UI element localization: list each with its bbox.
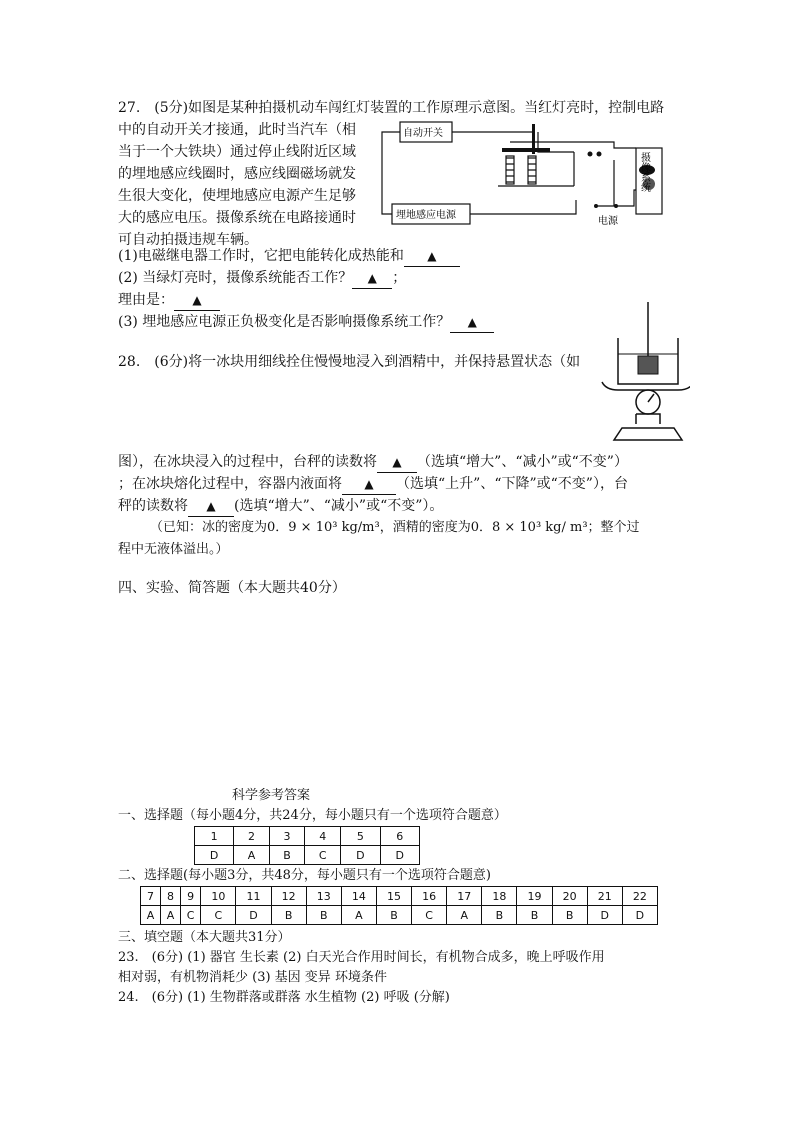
answer-blank[interactable]: ▲	[450, 312, 494, 333]
answer-table-cell: 19	[517, 887, 552, 906]
camera-system-label: 摄像系统	[638, 152, 650, 192]
answer-table-cell: A	[141, 906, 161, 925]
answer-23-line-1: 23. (6分) (1) 器官 生长素 (2) 白天光合作用时间长，有机物合成多，晚上呼吸作用	[118, 950, 605, 965]
answer-table-cell: 7	[141, 887, 161, 906]
answer-blank[interactable]: ▲	[342, 474, 396, 495]
answer-blank[interactable]: ▲	[377, 452, 417, 473]
answers-sec-1-title: 一、选择题（每小题4分，共24分，每小题只有一个选项符合题意）	[118, 808, 507, 823]
answer-table-cell: A	[160, 906, 180, 925]
q27-line-6: 大的感应电压。摄像系统在电路接通时	[118, 210, 356, 226]
ice-in-alcohol-scale-diagram	[598, 298, 690, 444]
answer-table-cell: 11	[236, 887, 271, 906]
answer-table-cell: 16	[412, 887, 447, 906]
answer-table-cell: 18	[482, 887, 517, 906]
answer-table-cell: 9	[180, 887, 200, 906]
answer-table-cell: 14	[341, 887, 376, 906]
q27-line-2: 中的自动开关才接通，此时当汽车（相	[118, 122, 356, 138]
answer-table-cell: 17	[447, 887, 482, 906]
auto-switch-label: 自动开关	[403, 128, 443, 139]
q27-sub-1: (1)电磁继电器工作时，它把电能转化成热能和 ▲	[118, 246, 460, 267]
answers-table-2	[140, 886, 658, 925]
section-4-title: 四、实验、简答题（本大题共40分）	[118, 580, 346, 596]
answers-table-1	[194, 826, 420, 865]
q27-sub-2: (2) 当绿灯亮时，摄像系统能否工作？ ▲ ；	[118, 268, 406, 289]
answer-blank[interactable]: ▲	[352, 268, 392, 289]
answer-table-cell: 22	[622, 887, 657, 906]
answer-table-cell: 20	[552, 887, 587, 906]
q27-sub-3: (3) 埋地感应电源正负极变化是否影响摄像系统工作？ ▲	[118, 312, 494, 333]
q27-line-3: 当于一个大铁块）通过停止线附近区域	[118, 144, 356, 160]
answer-table-cell: A	[447, 906, 482, 925]
answer-table-cell: 12	[271, 887, 306, 906]
power-label: 电源	[598, 216, 618, 227]
answer-table-cell: 8	[160, 887, 180, 906]
answer-table-cell: 2	[234, 827, 269, 846]
answer-table-cell: 13	[306, 887, 341, 906]
answer-table-cell: B	[271, 906, 306, 925]
answer-table-cell: D	[195, 846, 234, 865]
answer-table-cell: B	[482, 906, 517, 925]
answer-table-cell: B	[552, 906, 587, 925]
q27-line-7: 可自动拍摄违规车辆。	[118, 232, 258, 248]
answer-24: 24. (6分) (1) 生物群落或群落 水生植物 (2) 呼吸 (分解)	[118, 990, 450, 1005]
answer-table-cell: 6	[380, 827, 419, 846]
answer-table-cell: C	[412, 906, 447, 925]
q28-line-4: 秤的读数将 ▲ (选填“增大”、“减小”或“不变”）。	[118, 496, 443, 517]
red-light-camera-circuit-diagram	[378, 110, 668, 228]
answer-table-cell: B	[376, 906, 411, 925]
answer-table-cell: D	[380, 846, 419, 865]
answer-table-cell: 1	[195, 827, 234, 846]
answer-table-cell: A	[234, 846, 269, 865]
answer-table-cell: 5	[341, 827, 380, 846]
answer-table-cell: B	[517, 906, 552, 925]
answer-table-cell: C	[305, 846, 341, 865]
answer-table-cell: 15	[376, 887, 411, 906]
answers-sec-3-title: 三、填空题（本大题共31分）	[118, 930, 291, 945]
answer-table-cell: D	[587, 906, 622, 925]
answer-blank[interactable]: ▲	[188, 496, 234, 517]
answer-table-cell: C	[180, 906, 200, 925]
q28-line-5: （已知：冰的密度为0．9 × 10³ kg/m³，酒精的密度为0．8 × 10³ kg/ m³；整个过	[150, 520, 640, 535]
answers-title: 科学参考答案	[232, 788, 311, 803]
q28-line-3: ；在冰块熔化过程中，容器内液面将 ▲ （选填“上升”、“下降”或“不变”），台	[118, 474, 628, 495]
q27-line-1: 27. (5分)如图是某种拍摄机动车闯红灯装置的工作原理示意图。当红灯亮时，控制电路	[118, 100, 665, 116]
answer-table-cell: 10	[201, 887, 236, 906]
answer-table-cell: 3	[269, 827, 304, 846]
answer-23-line-2: 相对弱，有机物消耗少 (3) 基因 变异 环境条件	[118, 970, 387, 985]
q27-line-5: 生很大变化，使埋地感应电源产生足够	[118, 188, 356, 204]
answer-blank[interactable]: ▲	[174, 290, 220, 311]
q28-line-1: 28. (6分)将一冰块用细线拴住慢慢地浸入到酒精中，并保持悬置状态（如	[118, 354, 581, 370]
answer-table-cell: D	[341, 846, 380, 865]
answer-table-cell: C	[201, 906, 236, 925]
answer-table-cell: 21	[587, 887, 622, 906]
answer-blank[interactable]: ▲	[404, 246, 460, 267]
q27-reason: 理由是： ▲	[118, 290, 220, 311]
q27-line-4: 的埋地感应线圈时，感应线圈磁场就发	[118, 166, 356, 182]
answer-table-cell: B	[269, 846, 304, 865]
ground-source-label: 埋地感应电源	[396, 210, 456, 221]
answer-table-cell: D	[236, 906, 271, 925]
answer-table-cell: D	[622, 906, 657, 925]
answer-table-cell: A	[341, 906, 376, 925]
q28-line-6: 程中无液体溢出。）	[118, 542, 229, 557]
answers-sec-2-title: 二、选择题(每小题3分，共48分，每小题只有一个选项符合题意)	[118, 868, 491, 883]
answer-table-cell: B	[306, 906, 341, 925]
q28-line-2: 图），在冰块浸入的过程中，台秤的读数将 ▲ （选填“增大”、“减小”或“不变”）	[118, 452, 628, 473]
answer-table-cell: 4	[305, 827, 341, 846]
